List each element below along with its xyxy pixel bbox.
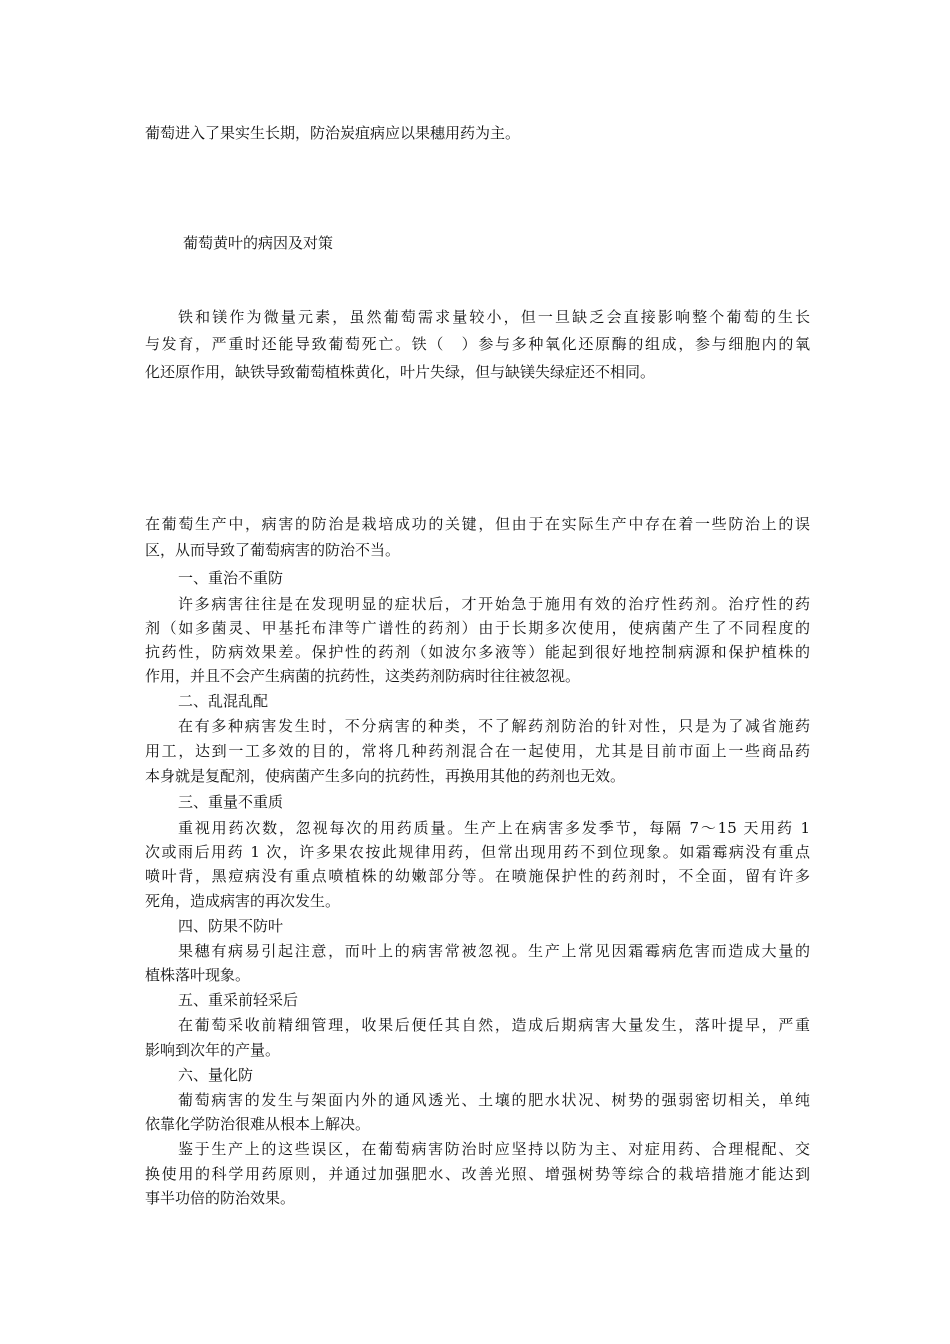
section-title: 葡萄黄叶的病因及对策: [183, 234, 334, 252]
paragraph-line: 区，从而导致了葡萄病害的防治不当。: [145, 541, 401, 559]
paragraph-line: 许多病害往往是在发现明显的症状后，才开始急于施用有效的治疗性药剂。治疗性的药: [178, 595, 810, 613]
paragraph-line: 作用，并且不会产生病菌的抗药性，这类药剂防病时往往被忽视。: [145, 667, 581, 685]
paragraph-line: 影响到次年的产量。: [145, 1041, 281, 1059]
intro-text: 葡萄进入了果实生长期，防治炭疽病应以果穗用药为主。: [145, 124, 521, 142]
paragraph-line: 果穗有病易引起注意，而叶上的病害常被忽视。生产上常见因霜霉病危害而造成大量的: [178, 942, 810, 960]
list-heading: 二、乱混乱配: [178, 692, 269, 710]
paragraph-line: 葡萄病害的发生与架面内外的通风透光、土壤的肥水状况、树势的强弱密切相关，单纯: [178, 1091, 810, 1109]
list-heading: 四、防果不防叶: [178, 917, 284, 935]
paragraph-line: 事半功倍的防治效果。: [145, 1189, 296, 1207]
list-heading: 三、重量不重质: [178, 793, 284, 811]
paragraph-line: 在有多种病害发生时，不分病害的种类，不了解药剂防治的针对性，只是为了减省施药: [178, 717, 810, 735]
paragraph-line: 死角，造成病害的再次发生。: [145, 892, 341, 910]
paragraph-line: 本身就是复配剂，使病菌产生多向的抗药性，再换用其他的药剂也无效。: [145, 767, 626, 785]
paragraph-line: 在葡萄采收前精细管理，收果后便任其自然，造成后期病害大量发生，落叶提早，严重: [178, 1016, 810, 1034]
paragraph-line: 换使用的科学用药原则，并通过加强肥水、改善光照、增强树势等综合的栽培措施才能达到: [145, 1165, 810, 1183]
paragraph-line: 铁和镁作为微量元素，虽然葡萄需求量较小，但一旦缺乏会直接影响整个葡萄的生长: [178, 308, 810, 326]
paragraph-line: 次或雨后用药 1 次，许多果农按此规律用药，但常出现用药不到位现象。如霜霉病没有重点: [145, 843, 810, 861]
paragraph-line: 植株落叶现象。: [145, 966, 251, 984]
paragraph-line: 重视用药次数，忽视每次的用药质量。生产上在病害多发季节，每隔 7～15 天用药 1: [178, 819, 810, 837]
paragraph-line: 与发育，严重时还能导致葡萄死亡。铁（ ）参与多种氧化还原酶的组成，参与细胞内的氧: [145, 335, 810, 353]
paragraph-line: 剂（如多菌灵、甲基托布津等广谱性的药剂）由于长期多次使用，使病菌产生了不同程度的: [145, 619, 810, 637]
list-heading: 六、量化防: [178, 1066, 254, 1084]
list-heading: 五、重采前轻采后: [178, 991, 299, 1009]
list-heading: 一、重治不重防: [178, 569, 284, 587]
paragraph-line: 用工，达到一工多效的目的，常将几种药剂混合在一起使用，尤其是目前市面上一些商品药: [145, 742, 810, 760]
paragraph-line: 依靠化学防治很难从根本上解决。: [145, 1115, 371, 1133]
paragraph-line: 抗药性，防病效果差。保护性的药剂（如波尔多液等）能起到很好地控制病源和保护植株的: [145, 643, 810, 661]
paragraph-line: 化还原作用，缺铁导致葡萄植株黄化，叶片失绿，但与缺镁失绿症还不相同。: [145, 363, 656, 381]
paragraph-line: 在葡萄生产中，病害的防治是栽培成功的关键，但由于在实际生产中存在着一些防治上的误: [145, 515, 810, 533]
paragraph-line: 鉴于生产上的这些误区，在葡萄病害防治时应坚持以防为主、对症用药、合理棍配、交: [178, 1140, 810, 1158]
paragraph-line: 喷叶背，黑痘病没有重点喷植株的幼嫩部分等。在喷施保护性的药剂时，不全面，留有许多: [145, 867, 810, 885]
